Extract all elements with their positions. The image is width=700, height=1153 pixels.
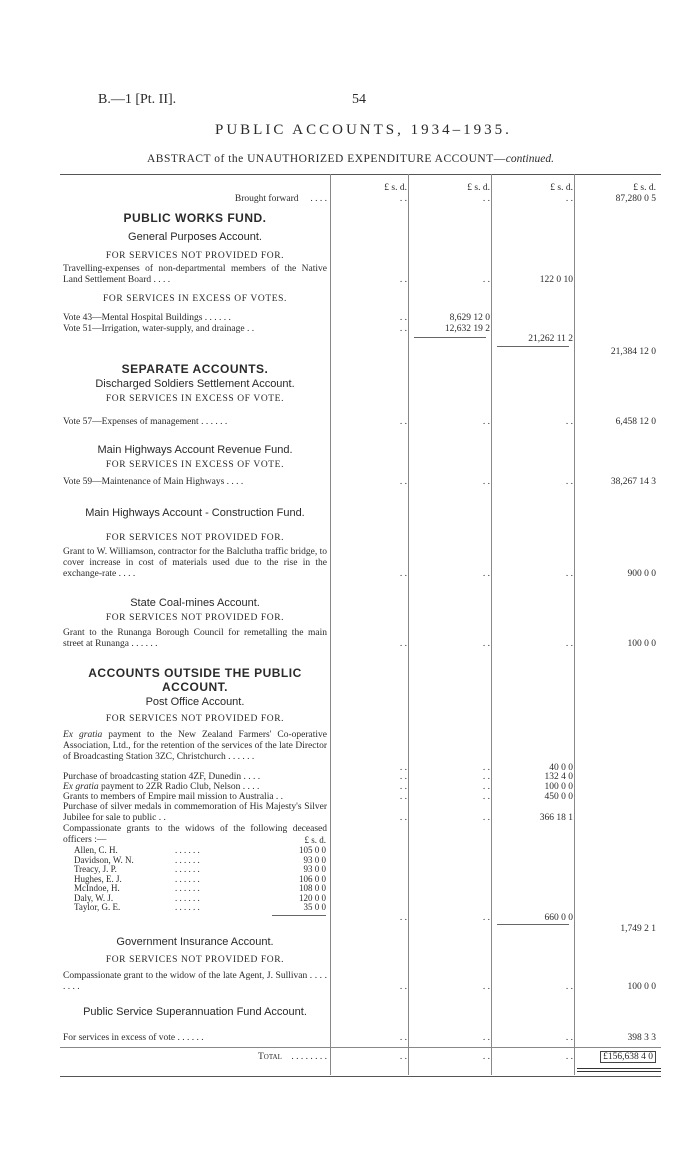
vote57: Vote 57—Expenses of management . . . . . . (63, 417, 228, 427)
pwf-item1-c1: . . (399, 275, 407, 285)
officer-amount: 35 0 0 (303, 902, 326, 912)
officer-dots: . . . . . . (175, 854, 200, 865)
bf-c3: . . (565, 194, 573, 204)
grant-w-c1: . . (399, 569, 407, 579)
officers-currency: £ s. d. (304, 835, 326, 845)
officer-name: Daly, W. J. (74, 892, 114, 903)
po-heading: Post Office Account. (145, 696, 245, 708)
vote59-c4: 38,267 14 3 (610, 477, 656, 487)
gia-c2: . . (482, 982, 490, 992)
grand-total-underline-1 (577, 1068, 661, 1069)
eg2-c2: . . (482, 782, 490, 792)
officer-amount: 93 0 0 (303, 864, 326, 874)
dsa-excess: FOR SERVICES IN EXCESS OF VOTE. (105, 394, 285, 404)
officer-dots: . . . . . . (175, 883, 200, 893)
pwf-total-rule (497, 346, 569, 347)
mhr-heading: Main Highways Account Revenue Fund. (97, 444, 293, 456)
page-reference: B.—1 [Pt. II]. (98, 92, 177, 107)
po-empire-mail: Grants to members of Empire mail mission to Australia . . (63, 792, 284, 802)
gia-heading: Government Insurance Account. (116, 936, 274, 948)
empire-c2: . . (482, 792, 490, 802)
vote57-c3: . . (565, 417, 573, 427)
gia-c3: . . (565, 982, 573, 992)
bf-c2: . . (482, 194, 490, 204)
gia-item: Compassionate grant to the widow of the late Agent, J. Sullivan . . . . . . . . (63, 971, 327, 992)
comp-c3: 660 0 0 (544, 913, 573, 923)
comp-c1: . . (399, 913, 407, 923)
purch-c3: 132 4 0 (544, 772, 573, 782)
medals-c3: 366 18 1 (539, 813, 573, 823)
subtitle-continued: continued. (505, 153, 554, 165)
officer-dots: . . . . . . (175, 902, 200, 912)
total-top-rule (60, 1047, 661, 1048)
vote59-c3: . . (565, 477, 573, 487)
mhc-not-provided: FOR SERVICES NOT PROVIDED FOR. (105, 533, 285, 543)
pwf-vote51-c2: 12,632 19 2 (444, 324, 490, 334)
column-rule-2 (408, 174, 409, 1075)
vote59-c2: . . (482, 477, 490, 487)
empire-c1: . . (399, 792, 407, 802)
purch-c1: . . (399, 772, 407, 782)
officer-amount: 108 0 0 (299, 883, 326, 893)
eg2-c3: 100 0 0 (544, 782, 573, 792)
grant-r-c3: . . (565, 639, 573, 649)
eg1-c2: . . (482, 763, 490, 773)
col-header-3: £ s. d. (550, 183, 573, 193)
pwf-heading: PUBLIC WORKS FUND. (123, 211, 267, 225)
officer-dots: . . . . . . (175, 845, 200, 855)
column-rule-1 (330, 174, 331, 1075)
grant-runanga: Grant to the Runanga Borough Council for remetalling the main street at Runanga . . . . . . (63, 628, 327, 649)
col-header-1: £ s. d. (384, 183, 407, 193)
officer-dots: . . . . . . (175, 892, 200, 903)
pss-heading: Public Service Superannuation Fund Account. (83, 1006, 307, 1018)
total-label: Total . . . . . . . . (257, 1052, 327, 1062)
col-header-4: £ s. d. (633, 183, 656, 193)
pwf-not-provided: FOR SERVICES NOT PROVIDED FOR. (105, 251, 285, 261)
pss-c1: . . (399, 1033, 407, 1043)
column-rule-3 (491, 174, 492, 1075)
pwf-subtotal-c3: 21,262 11 2 (528, 334, 573, 344)
pwf-subheading: General Purposes Account. (128, 231, 262, 243)
grant-r-c4: 100 0 0 (627, 639, 656, 649)
pwf-total-c4: 21,384 12 0 (610, 347, 656, 357)
po-ex-gratia-farmers: Ex gratia payment to the New Zealand Farmers' Co-operative Association, Ltd., for the retention of the services of the late Director of Broadcasting Station 3ZC, Christchurch . . . . . . (63, 730, 328, 762)
gia-c4: 100 0 0 (627, 982, 656, 992)
grant-w-c4: 900 0 0 (627, 569, 656, 579)
officer-name: Taylor, G. E. (74, 902, 121, 912)
grant-w-c2: . . (482, 569, 490, 579)
vote59: Vote 59—Maintenance of Main Highways . . . . (63, 477, 244, 487)
purch-c2: . . (482, 772, 490, 782)
separate-accounts-heading: SEPARATE ACCOUNTS. (121, 362, 269, 376)
officer-dots: . . . . . . (175, 864, 200, 874)
gia-c1: . . (399, 982, 407, 992)
pss-c2: . . (482, 1033, 490, 1043)
pwf-subtotal-rule (414, 337, 486, 338)
pss-c3: . . (565, 1033, 573, 1043)
officer-amount: 120 0 0 (299, 892, 326, 903)
dsa-heading: Discharged Soldiers Settlement Account. (95, 378, 295, 390)
officer-name: McIndoe, H. (74, 883, 120, 893)
pss-c4: 398 3 3 (627, 1033, 656, 1043)
page-number: 54 (352, 92, 366, 107)
vote57-c2: . . (482, 417, 490, 427)
grant-r-c1: . . (399, 639, 407, 649)
eg1-c3: 40 0 0 (549, 763, 573, 773)
grant-williamson: Grant to W. Williamson, contractor for the Balclutha traffic bridge, to cover increase in cost of materials used due to the rise in the exchange-rate . . . . (63, 547, 327, 579)
column-rule-4 (574, 174, 575, 1075)
eg2-c1: . . (399, 782, 407, 792)
bf-c4: 87,280 0 5 (615, 194, 656, 204)
pwf-vote43-c1: . . (399, 313, 407, 323)
pwf-excess: FOR SERVICES IN EXCESS OF VOTES. (102, 294, 288, 304)
total-c2: . . (482, 1052, 490, 1062)
officer-name: Davidson, W. N. (74, 854, 134, 865)
officer-dots: . . . . . . (175, 873, 200, 884)
mhr-excess: FOR SERVICES IN EXCESS OF VOTE. (105, 460, 285, 470)
subtitle-main: ABSTRACT of the UNAUTHORIZED EXPENDITURE ACCOUNT— (147, 153, 506, 165)
grant-r-c2: . . (482, 639, 490, 649)
officer-name: Allen, C. H. (74, 845, 118, 855)
grand-total: £156,638 4 0 (576, 1052, 656, 1063)
eg1-c1: . . (399, 763, 407, 773)
po-compassionate: Compassionate grants to the widows of the following deceased officers :— (63, 824, 327, 845)
scm-not-provided: FOR SERVICES NOT PROVIDED FOR. (105, 613, 285, 623)
pwf-vote51: Vote 51—Irrigation, water-supply, and drainage . . (63, 324, 255, 334)
total-c1: . . (399, 1052, 407, 1062)
pwf-vote43-c2: 8,629 12 0 (449, 313, 490, 323)
pwf-item1-c3: 122 0 10 (539, 275, 573, 285)
pss-item: For services in excess of vote . . . . . . (63, 1033, 204, 1043)
officer-amount: 93 0 0 (303, 854, 326, 865)
officer-name: Hughes, E. J. (74, 873, 122, 884)
officer-amount: 105 0 0 (299, 845, 326, 855)
pwf-item1-c2: . . (482, 275, 490, 285)
po-purchase-4zf: Purchase of broadcasting station 4ZF, Dunedin . . . . (63, 772, 261, 782)
po-total-rule (497, 924, 569, 925)
grand-total-underline-2 (577, 1071, 661, 1072)
pwf-vote51-c1: . . (399, 324, 407, 334)
page-title: PUBLIC ACCOUNTS, 1934–1935. (215, 122, 512, 138)
vote59-c1: . . (399, 477, 407, 487)
brought-forward-label: Brought forward . . . . (234, 194, 327, 204)
gia-not-provided: FOR SERVICES NOT PROVIDED FOR. (105, 955, 285, 965)
total-c3: . . (565, 1052, 573, 1062)
grant-w-c3: . . (565, 569, 573, 579)
officers-rule (272, 915, 326, 916)
empire-c3: 450 0 0 (544, 792, 573, 802)
po-not-provided: FOR SERVICES NOT PROVIDED FOR. (105, 714, 285, 724)
medals-c2: . . (482, 813, 490, 823)
officer-amount: 106 0 0 (299, 873, 326, 884)
vote57-c4: 6,458 12 0 (615, 417, 656, 427)
bf-c1: . . (399, 194, 407, 204)
pwf-vote43: Vote 43—Mental Hospital Buildings . . . . . . (63, 313, 231, 323)
officer-name: Treacy, J. P. (74, 864, 117, 874)
mhc-heading: Main Highways Account - Construction Fund. (85, 507, 305, 519)
vote57-c1: . . (399, 417, 407, 427)
medals-c1: . . (399, 813, 407, 823)
po-silver-medals: Purchase of silver medals in commemoration of His Majesty's Silver Jubilee for sale to public . . (63, 802, 327, 823)
po-total-c4: 1,749 2 1 (620, 924, 656, 934)
outside-heading: ACCOUNTS OUTSIDE THE PUBLIC ACCOUNT. (88, 666, 302, 694)
scm-heading: State Coal-mines Account. (130, 597, 260, 609)
po-ex-gratia-2zr: Ex gratia payment to 2ZR Radio Club, Nelson . . . . (63, 782, 260, 792)
page-subtitle (147, 153, 554, 165)
comp-c2: . . (482, 913, 490, 923)
pwf-item-travelling: Travelling-expenses of non-departmental members of the Native Land Settlement Board . . . . (63, 264, 327, 285)
col-header-2: £ s. d. (467, 183, 490, 193)
